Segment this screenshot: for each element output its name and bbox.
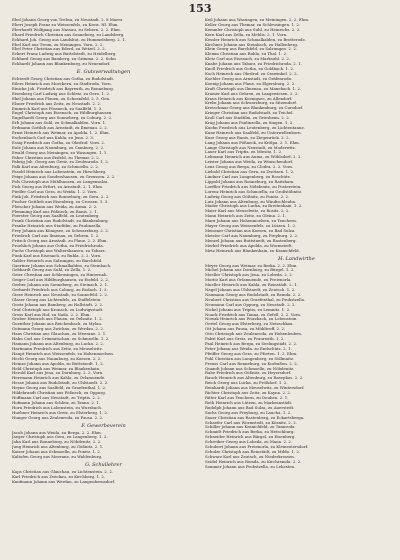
list-entry: Loeffler Friedrich aus Nöbdenitz, zu Posterstein. — [205, 184, 302, 189]
list-entry: Knoll Friedrich aus Gotha, zu Goldbach. 1. 2. — [205, 67, 295, 72]
list-entry: Schreiber Georg aus Lobeda, zu Maua. 2. 2. — [205, 440, 293, 445]
list-entry: Gaertner Johann aus Schmalkalden, zu Steinbach. — [12, 263, 112, 268]
list-entry: Richter Christoph aus Zeitz, zu Kayna. 2. 2. — [205, 391, 292, 396]
list-entry: Ludwig Georg aus Gößnitz, zu Ponitz. 2. 2. — [205, 194, 290, 199]
list-entry: Fiedler Carl aus Gera, zu Weida. 1. 2. Vorn. — [12, 189, 98, 194]
list-entry: Pohl Christian aus Langenberg, zu Söllmnitz. — [205, 356, 295, 361]
list-entry: Reinhardt Johann aus Meuselwitz, zu Wintersdorf. — [205, 386, 305, 391]
list-entry: Schwarz Karl aus Zeutsch, zu Niederkrossen. — [205, 454, 295, 459]
list-entry: Lutz Johann aus Altenburg, zu Windischleuba. — [205, 199, 297, 204]
section-heading: H. Landwirthe — [278, 255, 315, 262]
list-entry: Mayer Georg aus Weissenfels, zu Lützen. 1. 2. — [205, 224, 297, 229]
list-entry: Engelhardt Georg aus Sonneberg, zu Coburg. 2. 2. — [12, 116, 113, 121]
list-entry: Foerster Georg aus Saalfeld, zu Leutenberg. — [12, 214, 100, 219]
list-entry: Elsner Friedrich aus Zeitz, zu Neustadt. 2. 2. — [12, 101, 102, 106]
list-entry: Krug Johann aus Paulinzella, zu Singen. 1. 2. — [205, 121, 294, 126]
list-entry: Naumann Georg aus Rudolstadt, zu Remda. 2. 2. — [205, 292, 302, 297]
list-entry: Franke Heinrich aus Stadtilm, zu Paulinzella. — [12, 224, 102, 229]
list-entry: Mader Christoph aus Lucka, zu Breitenhain. 1. 2. — [205, 204, 303, 209]
list-entry: Fleischer Johann aus Weida, zu Auma. 2. 2. — [12, 204, 98, 209]
list-entry: Eisenberg Carl Ludwig aus Schleiz, zu Gera. 1. 2. — [12, 91, 111, 96]
list-entry: Erdmann Gottlob aus Arnstadt, zu Ilmenau. 2. 2. — [12, 126, 109, 131]
list-entry: Huebner Heinrich aus Greiz, zu Elsterberg. 1. 2. — [12, 410, 109, 415]
list-entry: Fasold Heinrich aus Lobenstein, zu Hirschberg. — [12, 170, 107, 175]
list-entry: Eckhard Georg aus Bamberg, zu Grimma. 2. 2. Sohn — [12, 57, 116, 62]
list-entry: Kaiser Johann aus Schmoelln, zu Ponitz. 1. 2. — [12, 450, 102, 455]
list-entry: Geier Christian aus Schleusingen, zu Hinternah. — [12, 273, 108, 278]
list-entry: Giese Heinrich aus Neustadt, zu Sonnefeld. 2. 2. — [12, 292, 109, 297]
list-entry: Kuehn Friedrich aus Leutenberg, zu Lichtentanne. — [205, 125, 306, 130]
list-entry: Gutmann Georg aus Zwickau, zu Werdau. 2. 2. — [12, 327, 105, 332]
list-entry: Glaser Georg aus Lichtenfels, zu Staffelstein. — [12, 297, 102, 302]
list-entry: Michel Johann aus Dornburg, zu Bürgel. 1. 2. — [205, 268, 295, 273]
list-entry: Lenz Georg aus Berga, zu Clodra. 2. 2. Vorn. — [205, 165, 294, 170]
list-entry: Goetz Johann aus Bamberg, zu Hallstadt. 2. 2. — [12, 302, 104, 307]
list-entry: Kaps Christian aus Glauchau, zu Lichtenstein. 2. 2. — [12, 469, 114, 474]
list-entry: Haupt Heinrich aus Weissenfels, zu Hohenmoelsen. — [12, 351, 114, 356]
list-entry: Ritter Karl aus Teuchern, zu Deuben. 2. 1. — [205, 395, 289, 400]
list-entry: Lauer Karl aus Triptis, zu Miesitz. 1. 2. — [205, 150, 283, 155]
list-entry: Jung Heinrich aus Altenburg, zu Gößnitz. 2. 1. — [12, 445, 104, 450]
list-entry: Schulze Christoph aus Reinstädt, zu Milda. 1. 2. — [205, 449, 301, 454]
list-entry: Schubert Johann aus Freienorla, zu Kleineutersdorf. — [205, 445, 309, 450]
list-entry: Meister Carl aus Naumburg, zu Freyburg. 2. 2. — [205, 233, 299, 238]
list-entry: Seidel Heinrich aus Remda, zu Kirchremda. 2. 2. — [205, 459, 302, 464]
list-entry: Eilers Heinrich aus Moeckern, zu Stadtroda. Vorn. — [12, 81, 112, 86]
list-entry: Hofmann Johann aus Schleiz, zu Tanna. 2. 1. — [12, 400, 101, 405]
list-entry: Karl Friedrich aus Zwickau, zu Kirchberg. 1. 2. — [12, 474, 106, 479]
list-entry: Friedrich Carl aus Ilmenau, zu Gehren. 1. 2. — [12, 234, 100, 239]
list-entry: Kramer Karl aus Gehren, zu Langewiesen. 2. 2. — [205, 91, 299, 96]
list-entry: Kurz Georg aus Ranis, zu Ziegenrück. 2. 2. — [205, 135, 290, 140]
list-entry: Oertel Georg aus Elsterberg, zu Netzschkau. — [205, 322, 294, 327]
list-entry: Funk Karl aus Eisenach, zu Ruhla. 2. 2. Vorn. — [12, 253, 102, 258]
list-entry: Klotz Carl aus Eisenach, zu Marksuhl. 2. 2. — [205, 57, 291, 62]
list-entry: Froehlich Johann aus Gotha, zu Friedrichroda. — [12, 243, 104, 248]
list-entry: Eckert Franz Ludwig aus Buttelstedt, zu Heidelberg. — [12, 52, 117, 57]
list-entry: Fahrig Joh. Georg aus Greiz, zu Zeulenroda. 1. 2. — [12, 160, 109, 165]
list-entry: Schaefer Carl aus Wormstedt, zu Kösnitz. 2. 2. — [205, 420, 297, 425]
list-entry: Lorenz Heinrich aus Schmoelln, zu Großstöbnitz. — [205, 189, 303, 194]
list-entry: Krebs Johann aus Schwarzburg, zu Sitzendorf. — [205, 101, 297, 106]
list-entry: Sauer Christian aus Rastenberg, zu Eckartsberga. — [205, 415, 305, 420]
list-entry: Ernst Heinrich aus Weimar, zu Apolda. 1. 2. Ehm. — [12, 131, 110, 136]
list-entry: Klemm Christian aus Ruhla, zu Thal. 1. 2. — [205, 52, 288, 57]
list-entry: Pabst Karl aus Greiz, zu Fraureuth. 1. 2. — [205, 337, 285, 342]
list-entry: Mann Heinrich aus Zeitz, zu Gleina. 2. 1. — [205, 214, 287, 219]
list-entry: Leister Johann aus Weida, zu Wünschendorf. — [205, 160, 293, 165]
list-entry: Pfeiffer Georg aus Gera, zu Pforten. 1. 2. Ehm. — [205, 351, 298, 356]
list-entry: Schmidt Friedrich aus Berka, zu Hetschburg. — [205, 430, 295, 435]
list-entry: Ebel Peter Christian aus Ederd, zu Wetzel. 2. 2. — [12, 47, 106, 52]
list-entry: Reich Georg aus Lucka, zu Prößdorf. 1. 2. — [205, 381, 288, 386]
list-entry: Nowak Heinrich aus Wurzbach, zu Lobenstein. — [205, 317, 298, 322]
list-entry: Frank Christian aus Rudolstadt, zu Blankenburg. — [12, 219, 109, 224]
list-entry: Eckhard Joh. Georg aus Landshut, zu Hummelsberg. 2. 1. — [12, 37, 126, 42]
list-entry: Schneider Heinrich aus Bürgel, zu Eisenberg. — [205, 435, 296, 440]
list-entry: Ebel Johann Georg von Trebsa, zu Neustadt. 2. 8 Maerz — [12, 18, 123, 22]
list-entry: Kaufmann Johann aus Werdau, zu Langenbernsdorf. — [12, 479, 115, 484]
list-entry: Faber Christian aus Eisfeld, zu Themar. 2. 2. — [12, 155, 100, 160]
list-entry: Ebel Karl aus Treun, zu Meiningen. Vorn. 2. 2. — [12, 42, 104, 47]
list-entry: Fritsch Georg aus Arnstadt, zu Plaue. 2. 2. Ehm. — [12, 238, 108, 243]
list-entry: Essig Friedrich aus Gotha, zu Ohrdruf. Vorn. 2. — [12, 140, 106, 145]
list-entry: Rauch Heinrich aus Altenburg, zu Rasephas. 2. 2. — [205, 376, 304, 381]
list-entry: Hartmann Friedrich aus Zeitz, zu Meuselwitz. — [12, 346, 103, 351]
list-entry: Kraft Christoph aus Ilmenau, zu Manebach. 1. 2. — [205, 86, 302, 91]
list-entry: Eckhardt Johann aus Blankenburg, zu Neuendorf. — [12, 62, 111, 67]
list-entry: Lehmann Heinrich aus Auma, zu Wöhlsdorf. 2. 2. — [205, 155, 302, 160]
list-entry: Ekel Johann aus Plauen, zu Schoenfeld. 2. 5. Gen. — [12, 96, 111, 101]
list-entry: Kirchner Johann aus Steinbach, zu Hallenberg. — [205, 42, 299, 47]
list-entry: Held Christoph aus Weimar, zu Blankenhain. — [12, 366, 101, 371]
section-heading: G. Schullehrer — [85, 461, 122, 468]
list-entry: Flemming Karl aus Pößneck, zu Ranis. 2. 1. — [12, 209, 98, 214]
list-entry: Heinze Johann aus Apolda, zu Buttstaedt. 1. 2. — [12, 361, 104, 366]
list-entry: Echterdt Georg Christian aus Gotha, zu Rudolstadt. — [12, 77, 115, 82]
list-entry: Graf Christoph aus Kronach, zu Ludwigsstadt. — [12, 307, 104, 312]
list-entry: Kunz Heinrich aus Saalfeld, zu Unterwellenborn. — [205, 130, 302, 135]
list-entry: Neubert Christian aus Graefenthal, zu Probstzella. — [205, 297, 306, 302]
list-entry: Kretschmar Georg aus Blankenburg, zu Cursdorf. — [205, 106, 304, 111]
left-column — [12, 18, 195, 558]
list-entry: Maier Karl aus Meuselwitz, zu Rositz. 2. 2. — [205, 209, 290, 214]
list-entry: Kaltofen Georg aus Meerane, zu Waldenburg. — [12, 455, 103, 460]
list-entry: Geiger Carl aus Hildburghausen, zu Eisfeld. 2. 2. — [12, 278, 110, 283]
list-entry: Keller Georg aus Themar, zu Schleusingen. 1. 2. — [205, 22, 301, 27]
list-entry: Paul Heinrich aus Berga, zu Seelingstädt. 2. 2. — [205, 342, 298, 346]
list-entry: Kroll Carl aus Stadtilm, zu Griesheim. 2. 2. — [205, 116, 290, 121]
list-entry: Roth Heinrich aus Lützen, zu Markranstädt. — [205, 400, 293, 405]
list-entry: Hildebrandt Christian aus Pößneck, zu Oppurg. — [12, 391, 106, 396]
list-entry: Gruber Heinrich aus Plauen, zu Oelsnitz. 1. 2. — [12, 317, 103, 322]
list-entry: Einicke Joh. Friedrich aus Bayreuth, zu Ronneburg. — [12, 86, 115, 91]
columns — [12, 18, 388, 558]
list-entry: Koehler Georg aus Arnstadt, zu Gräfenroda. — [205, 76, 293, 81]
list-entry: Krieger Christian aus Rudolstadt, zu Teichel. — [205, 111, 294, 116]
list-entry: Kessler Heinrich aus Schmalkalden, zu Brotterode. — [205, 37, 307, 42]
list-entry: Lippold Johann aus Ronneburg, zu Raitzhain. — [205, 179, 295, 184]
list-entry: Noack Friedrich aus Tanna, zu Gefell. 2. 2. Vorn. — [205, 312, 302, 317]
section-heading: E. Gutsverwaltungen — [76, 69, 131, 76]
list-entry: Sommer Johann aus Probstzella, zu Lehesten. — [205, 464, 296, 469]
list-entry: Nickel Johann aus Triptis, zu Lemnitz. 1. 2. — [205, 307, 291, 312]
list-entry: Merkel Friedrich aus Apolda, zu Wormstedt. — [205, 243, 293, 248]
list-entry: Gross Karl aus Hof, zu Naila. 2. 2. Ehm. — [12, 312, 91, 317]
list-entry: Erb Johann aus Suhl, zu Schmalkalden. Vorn. 1. — [12, 121, 107, 126]
list-entry: Keil Johann aus Wasungen, zu Meiningen. 2. 2. Ehm. — [205, 18, 310, 22]
list-entry: Haas Christian aus Glauchau, zu Meerane. 2. 1. — [12, 332, 107, 337]
list-entry: Engel Christoph aus Eisenach, zu Hildburghausen. — [12, 111, 113, 116]
list-entry: Lange Christoph aus Neustadt, zu Moderwitz. — [205, 145, 297, 150]
list-entry: Quandt Johann aus Schmoelln, zu Nöbdenitz. — [205, 366, 295, 371]
list-entry: Ebert Joseph Franz zu Weissenfels, zu Kreis. Hl. Ehm. — [12, 22, 119, 27]
list-entry: Klein Georg aus Barchfeld, zu Salzungen. 2. 2. — [205, 47, 298, 52]
list-entry: Hamann Johann aus Altenburg, zu Lucka. 2. 2. — [12, 342, 105, 346]
list-entry: Fels Christoph aus Mühlhausen, zu Langensalza. — [12, 180, 109, 185]
list-entry: Herrmann Heinrich aus Kahla, zu Orlamuende. — [12, 376, 106, 381]
list-entry: Mueller Heinrich aus Kahla, zu Reinstädt. 2. 1. — [205, 283, 298, 288]
list-entry: Gabler Heinrich aus Salzungen, zu Barchfeld. — [12, 258, 103, 263]
list-entry: Fischer Gottlieb aus Eisenberg, zu Crossen. 1. 3. — [12, 199, 109, 204]
list-entry: Nagel Johann aus Uhlstaedt, zu Zeutsch. 1. 2. — [205, 288, 296, 293]
list-entry: Meissner Christian aus Koesen, zu Bad Sulza. — [205, 228, 296, 233]
list-entry: Rudolph Johann aus Bad Sulza, zu Auerstedt. — [205, 405, 295, 410]
list-entry: Horn Friedrich aus Lobenstein, zu Wurzbach. — [12, 405, 103, 410]
list-entry: Eule Johann aus Naumburg, zu Camburg. 2. 2. — [12, 145, 105, 150]
list-entry: Frey Johann aus Königsee, zu Schwarzburg. 2. 2. — [12, 229, 109, 234]
section-heading: F. Gewerbeverein — [81, 422, 126, 429]
list-entry: Metz Heinrich aus Blankenhain, zu Kranichfeld. — [205, 248, 300, 253]
list-entry: Hoffmann Carl aus Neustadt, zu Triptis. 2. 2. — [12, 395, 101, 400]
list-entry: Ewald Georg aus Meiningen, zu Wasungen. 1. 1. — [12, 150, 108, 155]
list-entry: Eschenbach Carl aus Kahla, zu Jena. 2. 3. — [12, 135, 95, 140]
list-entry: Menzel Johann aus Buttstaedt, zu Rastenberg. — [205, 238, 297, 243]
list-entry: Preuss Carl aus Ronneburg, zu Korbußen. 2. 2. — [205, 361, 298, 366]
list-entry: Koenig Johann aus Plaue, zu Elgersburg. 2. 2. — [205, 81, 296, 86]
list-entry: Moritz Karl aus Orlamuende, zu Freienorla. — [205, 278, 292, 283]
list-entry: Fink Joh. Friedrich aus Ronneburg, zu Gera. 2. 2. — [12, 194, 110, 199]
list-entry: Schiller Johann aus Kranichfeld, zu Tannroda. — [205, 425, 296, 430]
list-entry: Ehard Friedrich Christian aus Sonneberg, zu Landsberg. — [12, 32, 125, 37]
list-entry: Fuchs Christoph aus Waltershausen, zu Tabarz. — [12, 248, 106, 253]
list-entry: Otto Christoph aus Zeulenroda, zu Hohenleuben. — [205, 332, 303, 337]
list-entry: Hecht Georg aus Naumburg, zu Koesen. 2. 2. — [12, 356, 102, 361]
list-entry: Falk Karl aus Altenburg, zu Schmoelln. 2. 2. — [12, 165, 100, 170]
list-entry: Lang Johann aus Pößneck, zu Krölpa. 2. 1. Ehm. — [205, 140, 300, 145]
list-entry: Neumann Carl aus Oppurg, zu Neustadt. 2. 2. — [205, 302, 296, 307]
list-entry: Ott Johann aus Pausa, zu Mühltroff. 2. 2. — [205, 327, 286, 332]
list-entry: Kraus Heinrich aus Koenigsee, zu Allendorf. — [205, 96, 293, 101]
list-entry: Marx Johann aus Hohenmoelsen, zu Teuchern. — [205, 219, 298, 224]
list-entry: Fick Georg aus Erfurt, zu Arnstadt. 2. 1. Ehm. — [12, 185, 104, 189]
list-entry: Liebold Christian aus Gera, zu Zwötzen. 1. 2. — [205, 170, 295, 175]
list-entry: Kemmler Christoph aus Suhl, zu Heinrichs. 2. 2. — [205, 27, 301, 32]
list-entry: Jaeger Christoph aus Gera, zu Langenberg. 1. 2. — [12, 435, 108, 440]
list-entry: Herold Karl aus Jena, zu Dornburg. 2. 2. Vorn. — [12, 371, 104, 376]
list-entry: Feige Johann aus Sondershausen, zu Greussen. 2. 2. — [12, 175, 116, 180]
list-entry: Peter Johann aus Weida, zu Endschütz. 2. 1. — [205, 346, 292, 351]
list-entry: Gerhardt Friedrich aus Coburg, zu Rodach. 1. 2. — [12, 288, 108, 293]
list-entry: Sachs Georg aus Freyburg, zu Laucha. 1. 2. — [205, 410, 292, 415]
list-entry: Jahn Karl aus Ronneburg, zu Nöbdenitz. 2. 2. — [12, 440, 102, 445]
list-entry: Jacob Johann aus Weida, zu Berga. 2. 2. Ehm. — [12, 430, 102, 435]
page-number: 153 — [188, 2, 212, 15]
list-entry: Lindner Carl aus Langenberg, zu Roschütz. — [205, 175, 291, 179]
list-entry: Gebhardt Georg aus Suhl, zu Zella. 1. 2. — [12, 268, 92, 273]
list-entry: Heyne Georg aus Saalfeld, zu Graefenthal. 1. 2. — [12, 386, 107, 391]
list-entry: Rabe Friedrich aus Gößnitz, zu Heyersdorf. — [205, 371, 292, 376]
right-column — [205, 18, 388, 558]
list-entry: Hahn Carl aus Crimmitschau, zu Schmoelln. 1. 2. — [12, 337, 110, 342]
list-entry: Meyer Georg aus Weimar, zu Berka. 2. 2. Ehm. — [205, 263, 298, 268]
list-entry: Hunger Georg aus Zeulenroda, zu Pausa. 2. 2. — [12, 415, 104, 420]
list-entry: Eberhardt Wolfgang aus Nassau, zu Sebern. 2. 2. Ehm. — [12, 27, 121, 32]
list-entry: Knabe Johann aus Tabarz, zu Friedrichroda. 2. 1. — [205, 62, 302, 67]
list-entry: Hesse Johann aus Rudolstadt, zu Uhlstaedt. 2. 2. — [12, 381, 109, 386]
list-entry: Emmrich Karl aus Pössneck, zu Saalfeld. 1. 3. — [12, 106, 103, 111]
list-entry: Kern Karl aus Zella, zu Mehlis. 2. 1. Vorn. — [205, 32, 288, 37]
list-entry: Guenther Johann aus Reichenbach, zu Mylau. — [12, 322, 103, 327]
list-entry: Gerber Johann aus Sonneberg, zu Steinach. 2. 1. — [12, 283, 109, 288]
list-entry: Koch Heinrich aus Ohrdruf, zu Crawinkel. 2. 2. — [205, 71, 298, 76]
list-entry: Moeller Christoph aus Jena, zu Lobeda. 2. 2. — [205, 273, 293, 278]
